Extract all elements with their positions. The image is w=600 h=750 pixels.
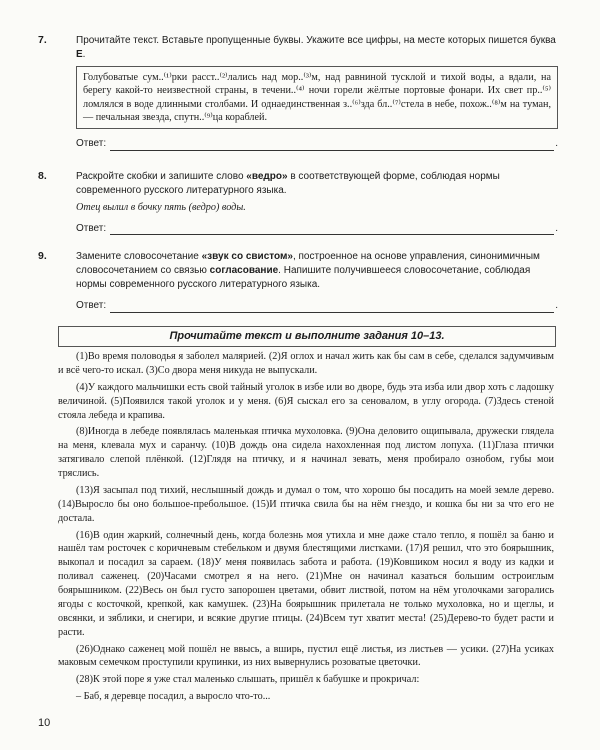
task-number: 8.: [38, 170, 47, 182]
section-banner: Прочитайте текст и выполните задания 10–13.: [58, 326, 556, 347]
instruction-text: Раскройте скобки и запишите слово: [76, 171, 247, 182]
paragraph: (8)Иногда в лебеде появлялась маленькая птичка мухоловка. (9)Она деловито ощипывала, дружески глядела на меня, клевала мух и саранчу. (10)В дождь она сидела нахохленная под листом лопуха. (11)Глаза птички затягивало слепой плёнкой. (12)Глядя на птичку, и я начинал зевать, меня пробирало ознобом, губы мои тряслись.: [58, 426, 554, 479]
instruction-bold-2: согласование: [209, 264, 279, 276]
instruction-end: .: [82, 48, 86, 60]
answer-row: Ответ: .: [76, 138, 558, 150]
reading-text: [58, 350, 554, 707]
task-text-box: Голубоватые сум..⁽¹⁾рки расст..⁽²⁾лались над мор..⁽³⁾м, над равниной тусклой и тихой воды, а вдали, на берегу какой-то неизвестной страны, в течени..⁽⁴⁾ ночи горели жёлтые портовые фонари. Их свет пр..⁽⁵⁾ломлялся в воде длинными столбами. И однаединственная з..⁽⁶⁾зда бл..⁽⁷⁾стела в небе, похож..⁽⁸⁾м на туман, — печальная звезда, спутн..⁽⁹⁾ца кораблей.: [76, 66, 558, 130]
answer-row: Ответ: .: [76, 223, 558, 235]
paragraph: (13)Я засыпал под тихий, неслышный дождь и думал о том, что хорошо бы посадить на моей земле дерево. (14)Выросло бы оно большое-пребольшое. (15)И птичка свила бы на нём гнездо, и кошка бы ни за что его не достала.: [58, 484, 554, 524]
instruction-text: Прочитайте текст. Вставьте пропущенные буквы. Укажите все цифры, на месте которых пишется буква: [76, 35, 556, 46]
paragraph: (16)В один жаркий, солнечный день, когда болезнь моя утихла и мне даже стало тепло, я пошёл за баню и нашёл там росточек с коричневым стебельком и двумя блестящими листками. (17)Я решил, что это боярышник, выкопал и посадил за сараем. (18)У меня появилась забота и работа. (19)Ковшиком носил я воду из кадки и поливал саженец. (20)Часами смотрел я на него. (21)Мне он начинал казаться большим остроиглым боярышником. (22)Весь он был густо запорошен цветами, обвит листвой, потом на нём уголочками загорались ягоды с косточкой, крепкой, как камушек. (23)На боярышник прилетала не только мухоловка, но и щеглы, и овсянки, и зяблики, и снегири, и всякие другие птицы. (24)Всем тут хватит места! (25)Дерево-то будет расти и расти.: [58, 529, 554, 638]
instruction-text-end: в соответствующей форме, соблюдая нормы современного русского литературного языка.: [76, 171, 500, 196]
answer-line[interactable]: [110, 141, 554, 151]
instruction-text: Замените словосочетание: [76, 251, 202, 262]
task-number: 7.: [38, 34, 47, 46]
paragraph: (26)Однако саженец мой пошёл не ввысь, а вширь, пустил ещё листья, из листьев — усики. (27)На усиках маковым семечком проступили крупинки, из них вывернулись розоватые цветочки.: [58, 643, 554, 669]
dialogue-line: – Баб, я деревце посадил, а выросло что-то...: [76, 691, 271, 703]
task-example: Отец вылил в бочку пять (ведро) воды.: [76, 201, 246, 213]
instruction-bold: «звук со свистом»: [201, 251, 293, 262]
task-number: 9.: [38, 250, 47, 262]
paragraph: (1)Во время половодья я заболел малярией. (2)Я оглох и начал жить как бы сам в себе, сделался задумчивым и всё чего-то искал. (3)Со двора меня никуда не выпускали.: [58, 351, 554, 376]
page-number: 10: [38, 717, 51, 729]
paragraph: (4)У каждого мальчишки есть свой тайный уголок в избе или во дворе, будь эта изба или двор хоть с ладошку величиной. (5)Появился такой уголок и у меня. (6)Я сыскал его за сеновалом, в углу огорода. (7)Здесь стеной стояла лебеда и крапива.: [58, 381, 554, 421]
task-7: [38, 34, 558, 151]
instruction-bold: «ведро»: [246, 171, 288, 182]
answer-line[interactable]: [110, 303, 554, 313]
answer-label: Ответ:: [76, 138, 107, 150]
answer-label: Ответ:: [76, 300, 107, 312]
instruction-bold: Е: [76, 48, 83, 60]
task-8: [38, 170, 558, 235]
task-instruction: [76, 34, 558, 62]
task-instruction: [76, 170, 558, 198]
paragraph: (28)К этой поре я уже стал маленько слышать, пришёл к бабушке и прокричал:: [76, 674, 420, 686]
answer-row: Ответ: .: [76, 300, 558, 312]
answer-label: Ответ:: [76, 223, 107, 235]
instruction-text-end: . Напишите получившееся словосочетание, соблюдая нормы современного русского литературного языка.: [76, 264, 531, 290]
task-instruction: [76, 250, 558, 291]
task-9: [38, 250, 558, 313]
answer-line[interactable]: [110, 225, 554, 235]
instruction-text-mid: , построенное на основе управления, синонимичным словосочетанием со связью: [76, 251, 540, 276]
